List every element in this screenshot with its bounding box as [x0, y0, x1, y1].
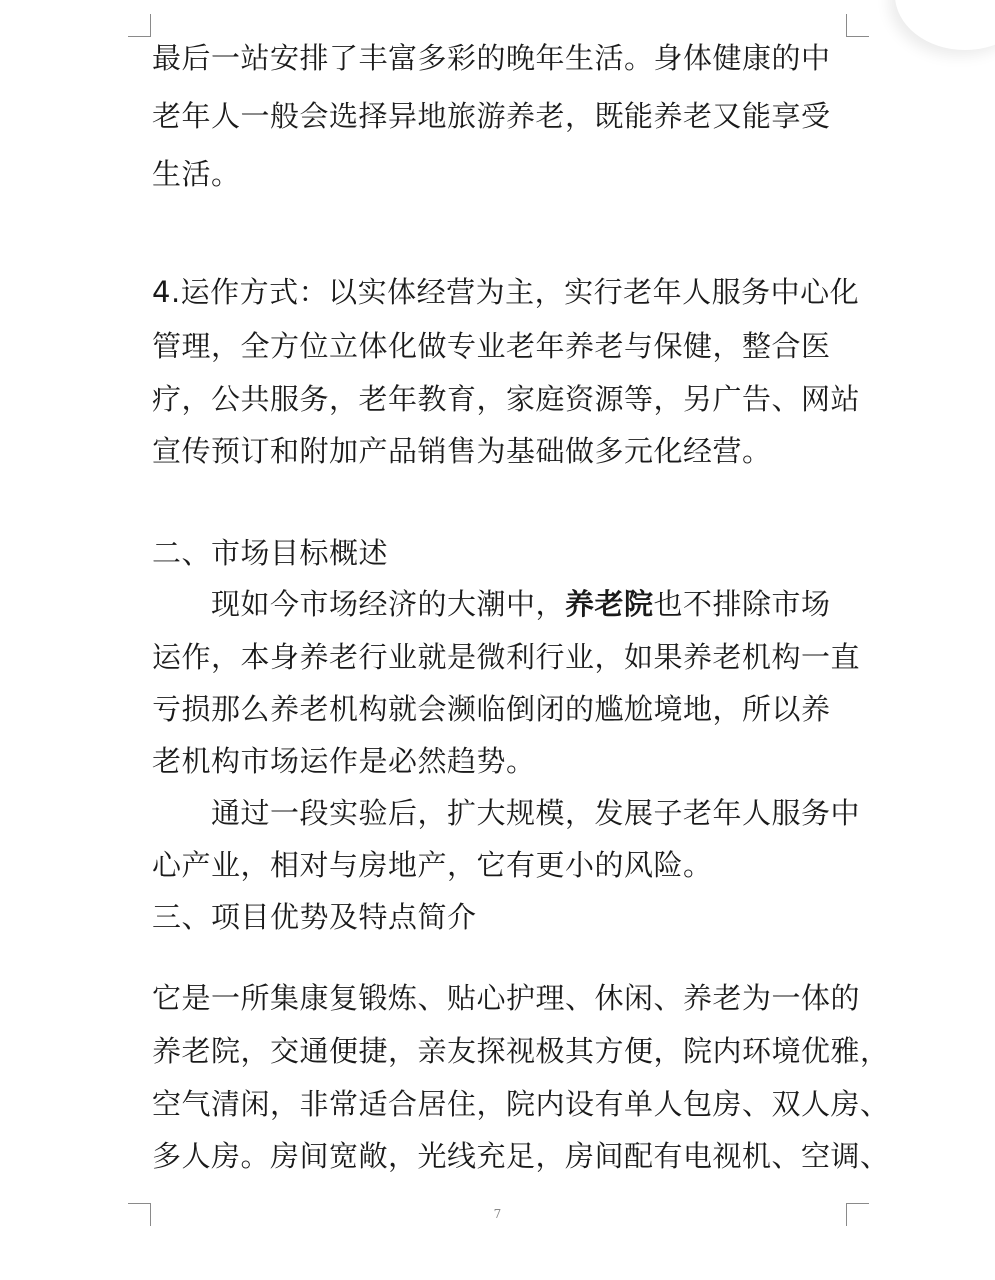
text-line: 亏损那么养老机构就会濒临倒闭的尴尬境地，所以养 [152, 692, 831, 726]
text-line: 心产业，相对与房地产，它有更小的风险。 [152, 848, 713, 882]
text-line: 4.运作方式：以实体经营为主，实行老年人服务中心化 [152, 275, 860, 309]
text-line: 疗，公共服务，老年教育，家庭资源等，另广告、网站 [152, 382, 861, 416]
text-line: 空气清闲，非常适合居住，院内设有单人包房、双人房、 [152, 1087, 890, 1121]
text-line: 它是一所集康复锻炼、贴心护理、休闲、养老为一体的 [152, 981, 861, 1015]
section-heading: 二、市场目标概述 [152, 536, 389, 570]
text-line: 老年人一般会选择异地旅游养老，既能养老又能享受 [152, 99, 831, 133]
text-line [211, 584, 911, 624]
text-run: 也不排除市场 [653, 587, 831, 621]
text-run: 现如今市场经济的大潮中， [211, 587, 566, 621]
text-line: 宣传预订和附加产品销售为基础做多元化经营。 [152, 434, 772, 468]
text-line: 通过一段实验后，扩大规模，发展子老年人服务中 [211, 796, 861, 830]
text-line: 生活。 [152, 157, 241, 191]
text-line: 管理，全方位立体化做专业老年养老与保健，整合医 [152, 329, 831, 363]
page-number: 7 [493, 1207, 502, 1221]
text-line: 养老院，交通便捷，亲友探视极其方便，院内环境优雅， [152, 1034, 890, 1068]
text-line: 最后一站安排了丰富多彩的晚年生活。身体健康的中 [152, 41, 831, 75]
bold-keyword: 养老院 [565, 587, 654, 621]
text-line: 老机构市场运作是必然趋势。 [152, 744, 536, 778]
section-heading: 三、项目优势及特点简介 [152, 900, 477, 934]
margin-corner-top-left [128, 14, 151, 37]
margin-corner-top-right [846, 14, 869, 37]
page-curl [895, 0, 995, 50]
text-line: 多人房。房间宽敞，光线充足，房间配有电视机、空调、 [152, 1139, 890, 1173]
text-line: 运作，本身养老行业就是微利行业，如果养老机构一直 [152, 640, 861, 674]
